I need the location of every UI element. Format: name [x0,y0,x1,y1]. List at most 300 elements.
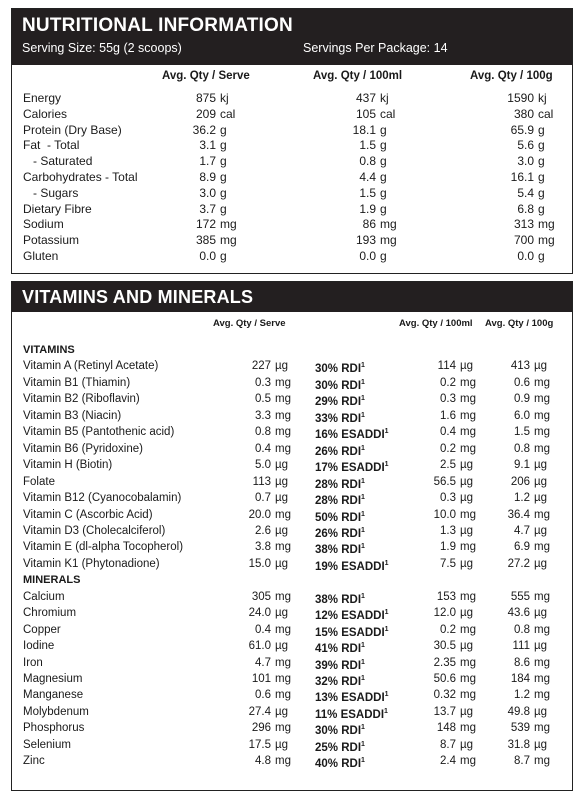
serve-unit: mg [220,217,237,232]
serve-value: 3.1 [199,138,216,153]
vm-g-unit: µg [534,459,548,472]
vm-g-unit: mg [534,755,550,768]
vm-g-unit: µg [534,557,548,570]
col-header-100ml: Avg. Qty / 100ml [313,70,403,82]
vm-name: Folate [23,475,55,488]
vm-g-unit: mg [534,722,550,735]
g-unit: g [538,122,545,137]
g-unit: mg [538,217,555,232]
g-unit: g [538,138,545,153]
rdi-text: 29% RDI [315,396,362,409]
vm-ml-unit: µg [460,705,474,718]
vm-ml-value: 10.0 [433,508,456,521]
ml-value: 193 [355,233,376,248]
vm-serve-unit: mg [275,376,291,389]
vm-g-value: 0.9 [514,393,530,406]
vm-ml-value: 0.32 [433,689,456,702]
rdi-badge [315,458,389,475]
rdi-footnote-marker: 1 [361,543,365,551]
vm-g-value: 27.2 [507,557,530,570]
vm-g-value: 4.7 [514,524,530,537]
rdi-badge [315,475,365,492]
vm-serve-value: 305 [251,590,271,603]
col-header-100g: Avg. Qty / 100g [470,70,553,82]
g-value: 5.4 [517,185,534,200]
vm-g-value: 6.9 [514,541,530,554]
vm-name: Calcium [23,590,65,603]
rdi-badge [315,409,365,426]
vm-serve-unit: mg [275,409,291,422]
vm-ml-unit: mg [460,426,476,439]
vm-serve-value: 4.8 [255,755,271,768]
vm-serve-value: 2.6 [255,524,271,537]
vm-name: Vitamin B12 (Cyanocobalamin) [23,492,182,505]
vm-ml-unit: µg [460,459,474,472]
rdi-text: 19% ESADDI [315,560,385,573]
vm-g-unit: µg [534,492,548,505]
rdi-footnote-marker: 1 [361,477,365,485]
ml-unit: g [380,201,387,216]
serve-value: 36.2 [192,122,216,137]
vm-g-value: 9.1 [514,459,530,472]
vm-serve-unit: µg [275,705,289,718]
rdi-badge [315,656,365,673]
vm-g-value: 206 [510,475,530,488]
vm-g-value: 8.7 [514,755,530,768]
vm-g-unit: mg [534,656,550,669]
vm-name: Iodine [23,640,55,653]
g-value: 700 [513,233,534,248]
vitamins-minerals-panel [11,281,573,791]
vm-g-unit: mg [534,442,550,455]
vm-name: Copper [23,623,61,636]
vm-ml-value: 114 [437,360,456,373]
rdi-badge [315,392,365,409]
rdi-badge [315,540,365,557]
nutrition-header [12,9,572,65]
vm-col-header-100g: Avg. Qty / 100g [485,318,554,329]
vm-ml-value: 2.5 [440,459,456,472]
vm-serve-value: 0.4 [255,442,271,455]
vm-ml-unit: µg [460,738,474,751]
nutrient-name: Fat - Total [23,138,80,153]
vm-serve-value: 20.0 [248,508,271,521]
vm-ml-unit: µg [460,557,474,570]
vm-name: Magnesium [23,673,83,685]
vm-ml-value: 1.6 [440,409,456,422]
vm-ml-unit: µg [460,360,474,373]
vm-g-unit: mg [534,409,550,422]
nutrient-name: Sodium [23,217,64,232]
rdi-text: 25% RDI [315,741,362,754]
rdi-footnote-marker: 1 [384,625,389,633]
ml-unit: g [380,249,387,263]
vm-name: Vitamin C (Ascorbic Acid) [23,508,153,521]
vm-serve-unit: mg [275,623,291,636]
vm-ml-unit: mg [460,393,476,406]
vm-serve-value: 0.8 [255,426,271,439]
ml-unit: g [380,185,387,200]
vm-g-unit: µg [534,640,548,653]
vm-ml-unit: mg [460,508,476,521]
serve-value: 0.0 [199,249,216,263]
servings-per-package: Servings Per Package: 14 [303,41,448,55]
rdi-badge [315,590,365,607]
vm-serve-unit: mg [275,442,291,455]
nutrient-name: Calories [23,106,68,121]
rdi-footnote-marker: 1 [384,559,389,567]
rdi-badge [315,376,365,393]
vm-g-value: 0.8 [514,442,530,455]
rdi-footnote-marker: 1 [384,707,388,715]
nutrient-name: Energy [23,91,62,105]
g-value: 6.8 [517,201,534,216]
serve-value: 385 [195,233,216,248]
vm-g-unit: mg [534,393,550,406]
rdi-footnote-marker: 1 [361,740,365,748]
vm-name: Vitamin K1 (Phytonadione) [23,557,160,570]
rdi-badge [315,491,365,508]
rdi-footnote-marker: 1 [361,510,365,518]
vm-ml-unit: mg [460,689,476,702]
rdi-text: 26% RDI [315,527,362,540]
vm-serve-unit: µg [275,360,289,373]
rdi-badge [315,508,365,525]
vm-serve-value: 3.8 [255,541,271,554]
vm-ml-unit: mg [460,656,476,669]
serve-unit: mg [220,233,237,248]
rdi-badge [315,623,389,640]
vm-name: Selenium [23,738,71,751]
rdi-text: 39% RDI [315,659,362,672]
vm-g-value: 0.8 [514,623,530,636]
vm-serve-value: 4.7 [255,656,271,669]
vm-ml-unit: mg [460,623,476,636]
rdi-footnote-marker: 1 [361,526,365,534]
serve-unit: g [220,170,227,184]
ml-unit: mg [380,233,397,248]
serve-value: 875 [195,91,216,105]
vm-g-value: 184 [510,673,530,685]
g-value: 65.9 [510,122,534,137]
vm-g-value: 1.5 [514,426,530,439]
g-value: 313 [513,217,534,232]
serve-value: 8.9 [199,170,216,184]
section-heading: MINERALS [23,574,81,587]
rdi-badge [315,688,389,705]
vm-g-value: 36.4 [507,508,530,521]
section-heading: VITAMINS [23,344,75,356]
vm-g-unit: µg [534,705,548,718]
vm-ml-unit: mg [460,673,476,685]
rdi-footnote-marker: 1 [361,757,365,765]
vm-name: Iron [23,656,43,669]
rdi-badge [315,639,365,656]
vm-g-unit: mg [534,376,550,389]
vm-ml-value: 8.7 [440,738,456,751]
vm-name: Vitamin B3 (Niacin) [23,409,122,422]
vm-serve-value: 15.0 [248,557,271,570]
vm-g-value: 1.2 [514,492,530,505]
vm-name: Manganese [23,689,84,702]
vm-serve-unit: µg [275,607,289,620]
g-value: 3.0 [517,154,534,169]
ml-unit: cal [380,106,396,121]
vm-g-unit: mg [534,689,550,702]
rdi-footnote-marker: 1 [384,461,389,469]
rdi-footnote-marker: 1 [361,444,365,452]
ml-value: 0.8 [359,154,376,169]
vm-g-value: 31.8 [507,738,530,751]
ml-value: 0.0 [359,249,376,263]
vm-serve-unit: µg [275,492,289,505]
vm-serve-unit: mg [275,541,291,554]
g-value: 16.1 [510,170,534,184]
ml-value: 86 [362,217,376,232]
vm-serve-value: 227 [251,360,271,373]
vm-ml-value: 0.4 [440,426,456,439]
vm-name: Vitamin H (Biotin) [23,459,113,472]
vm-name: Vitamin A (Retinyl Acetate) [23,360,159,373]
vm-ml-value: 0.3 [440,393,456,406]
vm-serve-unit: mg [275,755,291,768]
vm-serve-value: 0.5 [255,393,271,406]
serve-unit: g [220,154,227,169]
rdi-badge [315,425,389,442]
vm-g-value: 413 [510,360,530,373]
vm-ml-value: 0.2 [440,442,456,455]
rdi-footnote-marker: 1 [384,428,389,436]
serve-value: 3.7 [199,201,216,216]
vm-ml-unit: mg [460,541,476,554]
vm-g-unit: mg [534,541,550,554]
vm-col-header-100ml: Avg. Qty / 100ml [399,318,473,329]
serve-value: 172 [195,217,216,232]
rdi-badge [315,738,365,755]
vm-serve-value: 5.0 [255,459,271,472]
serve-value: 3.0 [199,185,216,200]
g-value: 380 [513,106,534,121]
ml-unit: g [380,138,387,153]
rdi-footnote-marker: 1 [361,494,365,502]
ml-unit: g [380,170,387,184]
vm-name: Vitamin B1 (Thiamin) [23,376,131,389]
vm-g-value: 43.6 [507,607,530,620]
rdi-footnote-marker: 1 [361,675,365,682]
vm-ml-value: 0.3 [440,492,456,505]
rdi-footnote-marker: 1 [361,658,365,666]
vm-serve-unit: µg [275,475,289,488]
vm-serve-unit: mg [275,656,291,669]
ml-value: 18.1 [352,122,376,137]
rdi-footnote-marker: 1 [361,724,365,732]
ml-value: 105 [355,106,376,121]
ml-value: 1.5 [359,138,376,153]
vm-ml-unit: mg [460,590,476,603]
vm-name: Vitamin D3 (Cholecalciferol) [23,524,166,537]
nutrient-name: - Sugars [23,185,79,200]
vm-col-header-serve: Avg. Qty / Serve [213,318,286,329]
rdi-badge [315,524,365,541]
vm-serve-unit: mg [275,393,291,406]
vm-ml-value: 148 [436,722,456,735]
vm-ml-unit: mg [460,755,476,768]
vm-ml-unit: mg [460,442,476,455]
vitamins-title: VITAMINS AND MINERALS [22,287,254,307]
vm-ml-unit: mg [460,409,476,422]
vm-serve-unit: mg [275,426,291,439]
vm-ml-value: 2.4 [440,755,456,768]
g-unit: g [538,170,545,184]
rdi-text: 28% RDI [315,478,362,491]
ml-value: 1.9 [359,201,376,216]
vm-g-value: 539 [510,722,530,735]
vm-name: Molybdenum [23,705,89,718]
serve-value: 1.7 [199,154,216,169]
rdi-text: 30% RDI [315,363,362,376]
rdi-badge [315,557,389,574]
vm-name: Vitamin B2 (Riboflavin) [23,393,140,406]
vm-ml-unit: µg [460,524,474,537]
vm-ml-value: 30.5 [433,640,456,653]
serve-unit: g [220,249,227,263]
rdi-footnote-marker: 1 [361,395,365,403]
vm-serve-value: 0.4 [255,623,271,636]
vm-ml-unit: µg [460,640,474,653]
nutritional-information-panel [11,8,573,274]
vm-ml-value: 0.2 [440,376,456,389]
vm-serve-value: 296 [251,722,271,735]
vm-ml-unit: µg [460,607,474,620]
g-value: 1590 [507,91,534,105]
col-header-serve: Avg. Qty / Serve [162,70,250,82]
rdi-text: 26% RDI [315,445,362,458]
rdi-badge [315,705,388,722]
vm-name: Zinc [23,755,45,768]
nutrient-name: Potassium [23,233,80,248]
vm-ml-value: 1.3 [440,524,456,537]
vm-serve-unit: µg [275,557,289,570]
vm-name: Phosphorus [23,722,85,735]
ml-unit: g [380,154,387,169]
rdi-text: 13% ESADDI [315,692,385,705]
vm-g-value: 0.6 [514,376,530,389]
vm-ml-value: 50.6 [433,673,456,685]
g-unit: g [538,249,545,263]
vm-g-value: 111 [512,640,530,653]
vm-serve-unit: mg [275,722,291,735]
rdi-text: 40% RDI [315,758,362,771]
g-unit: kj [538,91,547,105]
vm-g-unit: mg [534,590,550,603]
vitamins-header [12,282,572,312]
vm-ml-value: 56.5 [433,475,456,488]
rdi-badge [315,606,389,623]
rdi-text: 38% RDI [315,593,362,606]
rdi-footnote-marker: 1 [361,642,365,650]
vm-g-unit: µg [534,524,548,537]
vm-serve-unit: µg [275,524,289,537]
vm-serve-value: 24.0 [248,607,271,620]
rdi-badge [315,442,365,459]
g-value: 5.6 [517,138,534,153]
rdi-text: 17% ESADDI [315,462,385,475]
ml-value: 4.4 [359,170,376,184]
g-value: 0.0 [517,249,534,263]
vm-serve-unit: mg [275,673,291,685]
vm-g-value: 6.0 [514,409,530,422]
nutrient-name: Gluten [23,249,59,263]
rdi-footnote-marker: 1 [384,609,389,617]
rdi-text: 33% RDI [315,412,362,425]
nutrient-name: Dietary Fibre [23,201,92,216]
vm-name: Vitamin B5 (Pantothenic acid) [23,426,175,439]
serve-unit: g [220,138,227,153]
g-unit: mg [538,233,555,248]
rdi-badge [315,672,365,689]
serve-unit: g [220,185,227,200]
rdi-text: 15% ESADDI [315,626,385,639]
serving-size: Serving Size: 55g (2 scoops) [22,41,182,55]
serve-unit: cal [220,106,236,121]
rdi-footnote-marker: 1 [361,592,365,600]
vm-ml-value: 1.9 [440,541,456,554]
rdi-text: 12% ESADDI [315,610,385,623]
vm-g-value: 1.2 [514,689,530,702]
vm-serve-unit: mg [275,689,291,702]
serve-unit: g [220,201,227,216]
vm-serve-unit: µg [275,738,289,751]
ml-unit: g [380,122,387,137]
vm-g-unit: mg [534,623,550,636]
vm-name: Chromium [23,607,77,620]
ml-unit: mg [380,217,397,232]
vm-ml-unit: mg [460,376,476,389]
serve-value: 209 [195,106,216,121]
vm-serve-value: 0.3 [255,376,271,389]
vm-serve-value: 27.4 [248,705,271,718]
rdi-text: 16% ESADDI [315,429,385,442]
rdi-badge [315,721,365,738]
vm-serve-unit: µg [275,640,289,653]
nutrition-title: NUTRITIONAL INFORMATION [22,15,293,36]
vm-g-value: 49.8 [507,705,530,718]
vm-g-unit: mg [534,673,550,685]
rdi-text: 50% RDI [315,511,362,524]
vm-ml-value: 7.5 [440,557,456,570]
g-unit: cal [538,106,554,121]
ml-value: 1.5 [359,185,376,200]
vm-ml-value: 13.7 [433,705,456,718]
nutrient-name: Carbohydrates - Total [23,170,138,184]
vm-ml-value: 12.0 [433,607,456,620]
vm-serve-value: 17.5 [248,738,271,751]
vm-g-value: 8.6 [514,656,530,669]
g-unit: g [538,154,545,169]
vm-g-unit: µg [534,475,548,488]
ml-value: 437 [355,91,376,105]
rdi-badge [315,754,365,771]
vm-g-unit: µg [534,738,548,751]
vm-serve-value: 0.6 [255,689,271,702]
rdi-text: 30% RDI [315,725,362,738]
serve-unit: kj [220,91,229,105]
rdi-footnote-marker: 1 [384,691,389,699]
vm-ml-unit: mg [460,722,476,735]
vm-ml-value: 0.2 [440,623,456,636]
rdi-text: 11% ESADDI [315,708,385,721]
vm-serve-value: 61.0 [248,640,271,653]
